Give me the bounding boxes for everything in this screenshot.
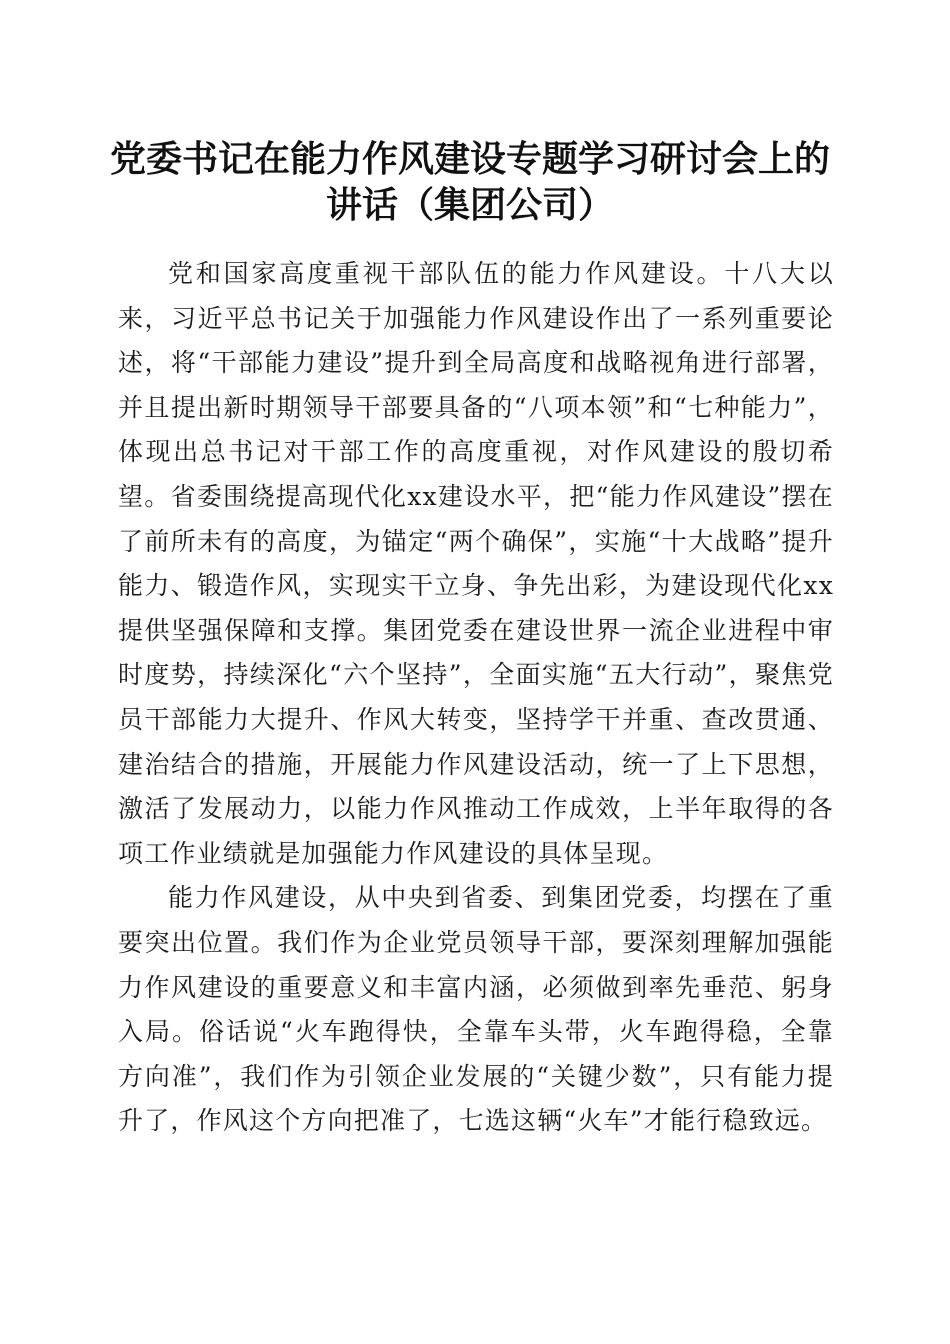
document-body — [118, 252, 834, 1144]
paragraph-2: 能力作风建设，从中央到省委、到集团党委，均摆在了重要突出位置。我们作为企业党员领导干部，要深刻理解加强能力作风建设的重要意义和丰富内涵，必须做到率先垂范、躬身入局。俗话说“火车跑得快，全靠车头带，火车跑得稳，全靠方向准”，我们作为引领企业发展的“关键少数”，只有能力提升了，作风这个方向把准了，七选这辆“火车”才能行稳致远。 — [118, 883, 834, 1136]
page-title — [100, 136, 840, 228]
paragraph-1: 党和国家高度重视干部队伍的能力作风建设。十八大以来，习近平总书记关于加强能力作风建设作出了一系列重要论述，将“干部能力建设”提升到全局高度和战略视角进行部署，并且提出新时期领导干部要具备的“八项本领”和“七种能力”，体现出总书记对干部工作的高度重视，对作风建设的殷切希望。省委围绕提高现代化xx建设水平，把“能力作风建设”摆在了前所未有的高度，为锚定“两个确保”，实施“十大战略”提升能力、锻造作风，实现实干立身、争先出彩，为建设现代化xx提供坚强保障和支撑。集团党委在建设世界一流企业进程中审时度势，持续深化“六个坚持”，全面实施“五大行动”，聚焦党员干部能力大提升、作风大转变，坚持学干并重、查改贯通、建治结合的措施，开展能力作风建设活动，统一了上下思想，激活了发展动力，以能力作风推动工作成效，上半年取得的各项工作业绩就是加强能力作风建设的具体呈现。 — [118, 259, 834, 868]
title-line-1: 党委书记在能力作风建设专题学习研讨会上的 — [109, 138, 830, 180]
title-line-2: 讲话（集团公司） — [325, 184, 614, 226]
